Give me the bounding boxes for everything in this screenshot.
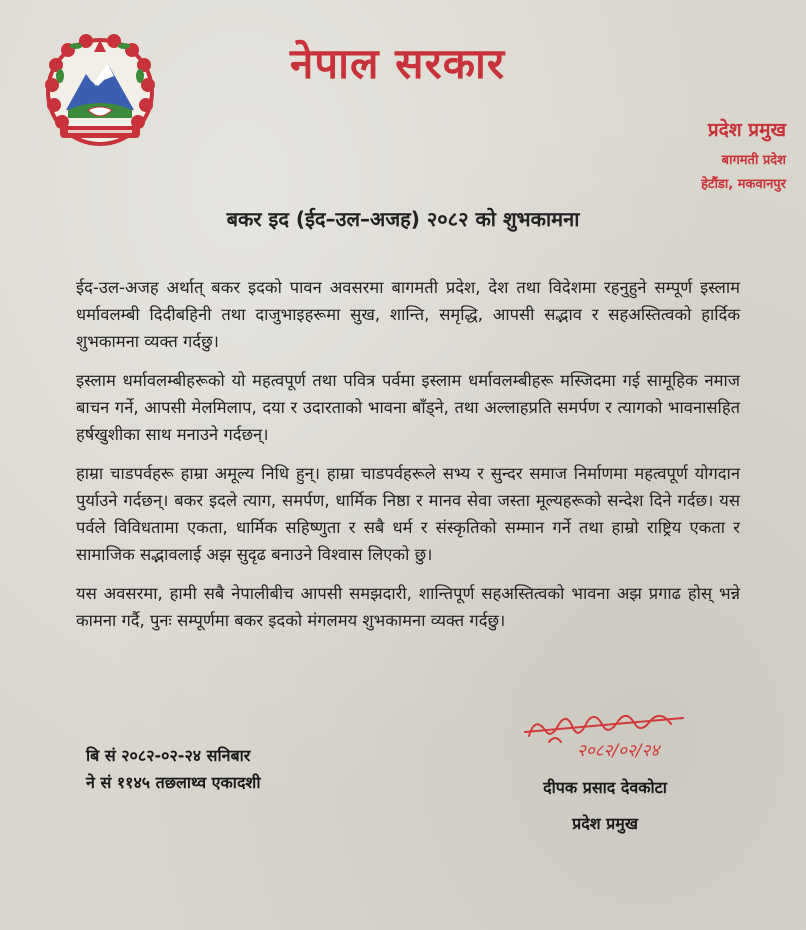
office-block <box>701 116 786 192</box>
signer-name: दीपक प्रसाद देवकोटा <box>543 778 667 797</box>
paragraph: इस्लाम धर्मावलम्बीहरूको यो महत्वपूर्ण तथा पवित्र पर्वमा इस्लाम धर्मावलम्बीहरू मस्जिदमा गई सामूहिक नमाज बाचन गर्ने, आपसी मेलमिलाप, दया र उदारताको भावना बाँड्ने, तथा अल्लाहप्रति समर्पण र त्यागको भावनासहित हर्षखुशीका साथ मनाउने गर्दछन्। <box>76 371 740 444</box>
letter-subject: बकर इद (ईद–उल–अजह) २०८२ को शुभकामना <box>226 207 580 231</box>
paragraph: यस अवसरमा, हामी सबै नेपालीबीच आपसी समझदारी, शान्तिपूर्ण सहअस्तित्वको भावना अझ प्रगाढ होस् भन्ने कामना गर्दै, पुनः सम्पूर्णमा बकर इदको मंगलमय शुभकामना व्यक्त गर्दछु। <box>76 584 740 630</box>
bs-date: बि सं २०८२-०२-२४ सनिबार <box>86 746 251 765</box>
nepal-emblem-icon <box>38 30 162 154</box>
signature-block <box>500 706 710 834</box>
office-title: प्रदेश प्रमुख <box>707 119 786 141</box>
letter-body <box>76 274 740 646</box>
office-location: हेटौंडा, मकवानपुर <box>701 177 786 192</box>
paragraph: हाम्रा चाडपर्वहरू हाम्रा अमूल्य निधि हुन्। हाम्रा चाडपर्वहरूले सभ्य र सुन्दर समाज निर्माणमा महत्वपूर्ण योगदान पुर्याउने गर्दछन्। बकर इदले त्याग, समर्पण, धार्मिक निष्ठा र मानव सेवा जस्ता मूल्यहरूको सन्देश दिने गर्दछ। यस पर्वले विविधतामा एकता, धार्मिक सहिष्णुता र सबै धर्म र संस्कृतिको सम्मान गर्ने तथा हाम्रो राष्ट्रिय एकता र सामाजिक सद्भावलाई अझ सुदृढ बनाउने विश्वास लिएको छु। <box>76 464 740 564</box>
paragraph: ईद-उल-अजह अर्थात् बकर इदको पावन अवसरमा बागमती प्रदेश, देश तथा विदेशमा रहनुहुने सम्पूर्ण इस्लाम धर्मावलम्बी दिदीबहिनी तथा दाजुभाइहरूमा सुख, शान्ति, समृद्धि, आपसी सद्भाव र सहअस्तित्वको हार्दिक शुभकामना व्यक्त गर्दछु। <box>76 278 740 351</box>
signer-title: प्रदेश प्रमुख <box>572 814 638 833</box>
date-block <box>86 742 260 796</box>
province-name: बागमती प्रदेश <box>721 153 786 168</box>
signature-date: २०८२/०२/२४ <box>577 741 660 761</box>
ns-date: ने सं ११४५ तछलाथ्व एकादशी <box>86 773 261 792</box>
handwritten-signature-icon <box>515 706 695 764</box>
government-title: नेपाल सरकार <box>290 39 506 88</box>
